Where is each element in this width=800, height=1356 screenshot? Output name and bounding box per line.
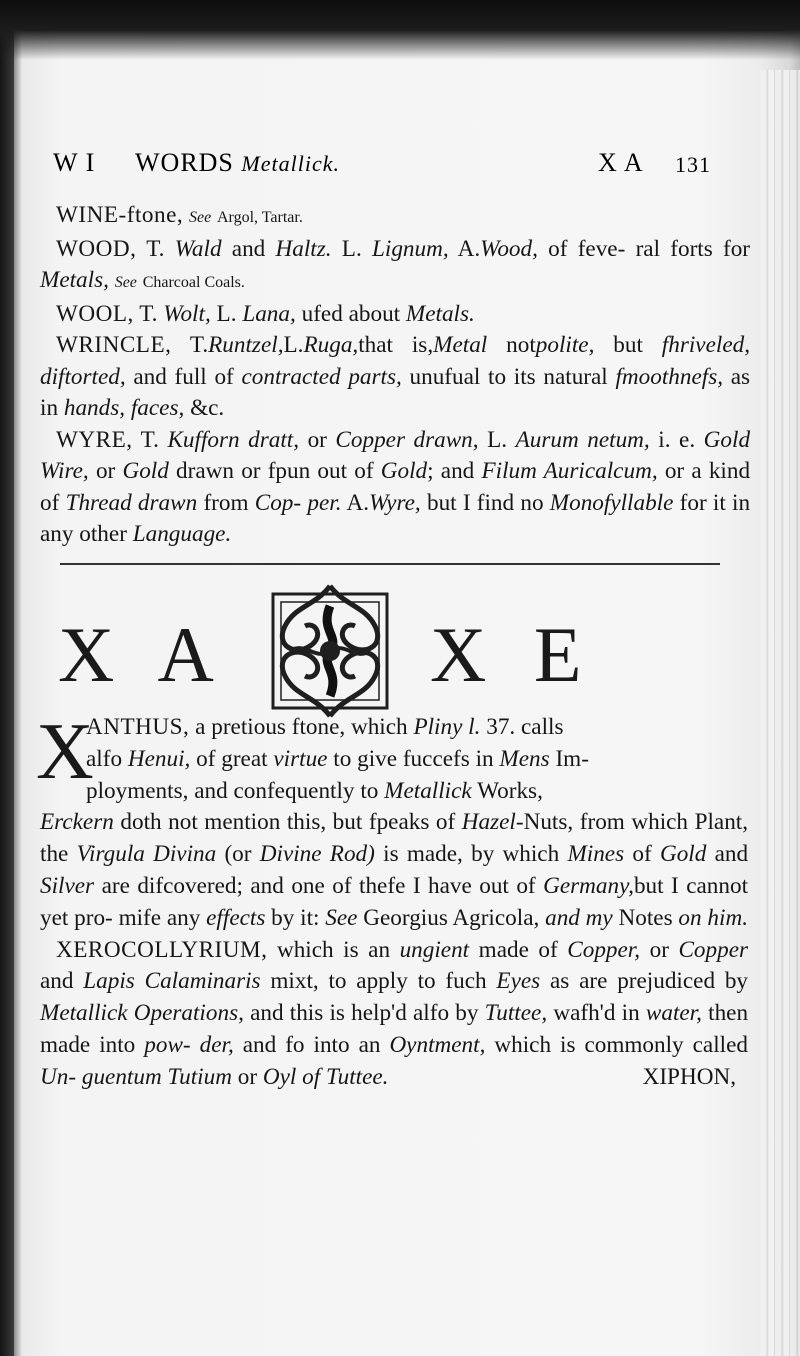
entries-w — [40, 200, 750, 551]
drop-cap: X — [36, 708, 94, 796]
entry-wine-stone: WINE-ftone, See Argol, Tartar. — [56, 202, 303, 228]
entry-xanthus: ANTHUS, a pretious ftone, which Pliny l. 37. calls alfo Henui, of great virtue to give fuccefs in Mens Im- ployments, and confequently to Metallick Works, Erckern doth not mention this, but fpeaks of Hazel-Nuts, from which Plant, the Virgula Divina (or Divine Rod) is made, by which Mines of Gold and Silver are difcovered; and one of thefe I have out of Germany,but I cannot yet pro- mife any effects by it: See Georgius Agricola, and my Notes on him. XEROCOLLYRIUM, which is an ungient made of Copper, or Copper and Lapis Calaminaris mixt, to apply to fuch Eyes as are prejudiced by Metallick Operations, and this is help'd alfo by Tuttee, wafh'd in water, then made into pow- der, and fo into an Oyntment, which is commonly called Un- guentum Tutium or Oyl of Tuttee. XIPHON, — [40, 712, 748, 1094]
header-left-letters: W I — [53, 148, 96, 177]
entry-wool: WOOL, T. Wolt, L. Lana, ufed about Metals. — [56, 300, 475, 327]
entry-xerocollyrium: XEROCOLLYRIUM, which is an ungient made of Copper, or Copper and Lapis Calaminaris mixt, to apply to fuch Eyes as are prejudiced by Metallick Operations, and this is help'd alfo by Tuttee, wafh'd in water, then made into pow- der, and fo into an Oyntment, which is commonly called Un- guentum Tutium or Oyl of Tuttee. XIPHON, — [40, 935, 748, 1094]
entry-wrincle: WRINCLE, T.Runtzel,L.Ruga,that is,Metal notpolite, but fhriveled, diftorted, and full of contracted parts, unufual to its natural fmoothnefs, as in hands, faces, &c. — [40, 332, 751, 421]
page-gutter-shadow — [0, 0, 14, 1356]
section-letters-left: X A — [58, 611, 228, 698]
catchword: XIPHON, — [642, 1063, 736, 1090]
page-number: 131 — [675, 152, 711, 177]
entry-wood: WOOD, T. Wald and Haltz. L. Lignum, A.Wood, of feve- ral forts for Metals, See Charcoal Coals. — [40, 235, 751, 293]
page-edges — [760, 70, 800, 1356]
floral-ornament-icon — [255, 576, 405, 726]
section-rule — [60, 563, 720, 565]
top-shadow — [0, 0, 800, 60]
running-header — [53, 148, 713, 188]
header-right-letters: X A — [598, 148, 644, 177]
header-title: WORDS Metallick. — [135, 148, 340, 177]
entry-wyre: WYRE, T. Kufforn dratt, or Copper drawn, L. Aurum netum, i. e. Gold Wire, or Gold drawn or fpun out of Gold; and Filum Auricalcum, or a kind of Thread drawn from Cop- per. A.Wyre, but I find no Monofyllable for it in any other Language. — [40, 426, 751, 547]
section-letters-right: X E — [430, 611, 596, 698]
